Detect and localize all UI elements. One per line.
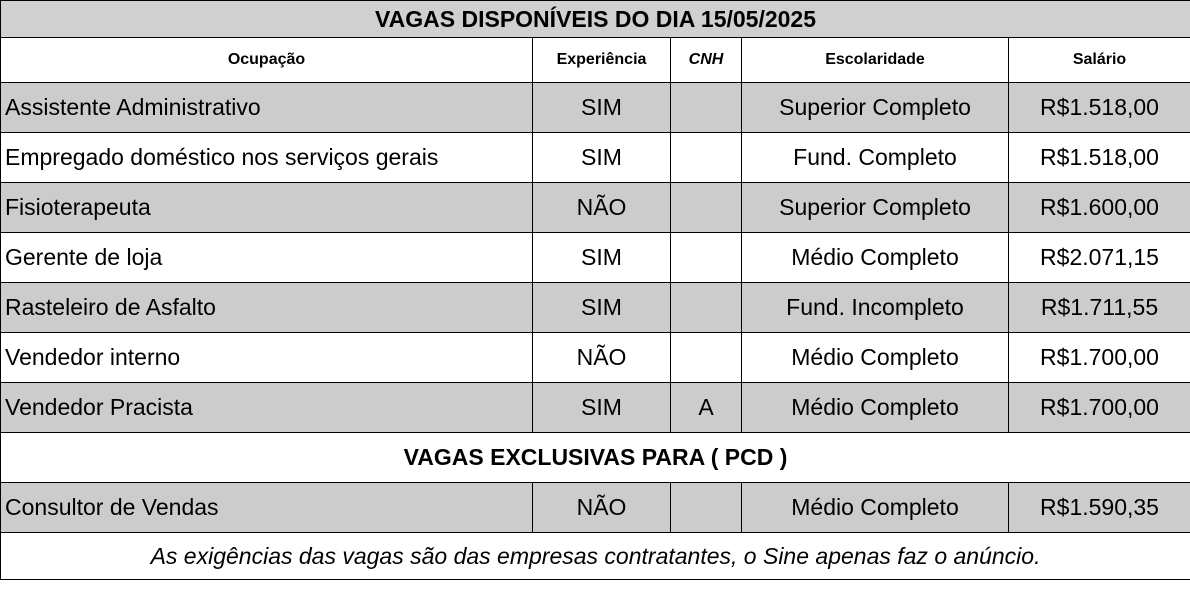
cell-cnh [671, 133, 742, 183]
cell-salario: R$1.518,00 [1009, 83, 1190, 133]
footer-row [1, 533, 1190, 580]
column-header-escolaridade: Escolaridade [742, 38, 1009, 83]
table-row [1, 333, 1190, 383]
cell-ocupacao: Assistente Administrativo [1, 83, 533, 133]
table-row [1, 83, 1190, 133]
column-header-experiencia: Experiência [533, 38, 671, 83]
table-row [1, 283, 1190, 333]
cell-cnh: A [671, 383, 742, 433]
table-row [1, 483, 1190, 533]
pcd-section-title: VAGAS EXCLUSIVAS PARA ( PCD ) [1, 433, 1190, 483]
cell-experiencia: SIM [533, 83, 671, 133]
column-header-ocupacao: Ocupação [1, 38, 533, 83]
cell-experiencia: NÃO [533, 333, 671, 383]
cell-ocupacao: Fisioterapeuta [1, 183, 533, 233]
cell-salario: R$1.711,55 [1009, 283, 1190, 333]
cell-cnh [671, 183, 742, 233]
cell-cnh [671, 283, 742, 333]
cell-cnh [671, 483, 742, 533]
title-row [1, 1, 1190, 38]
header-row [1, 38, 1190, 83]
cell-experiencia: SIM [533, 133, 671, 183]
cell-escolaridade: Fund. Completo [742, 133, 1009, 183]
cell-salario: R$1.518,00 [1009, 133, 1190, 183]
table-title: VAGAS DISPONÍVEIS DO DIA 15/05/2025 [1, 1, 1190, 38]
table-row [1, 383, 1190, 433]
cell-experiencia: SIM [533, 233, 671, 283]
cell-escolaridade: Superior Completo [742, 83, 1009, 133]
cell-ocupacao: Rasteleiro de Asfalto [1, 283, 533, 333]
cell-salario: R$1.590,35 [1009, 483, 1190, 533]
cell-ocupacao: Gerente de loja [1, 233, 533, 283]
cell-ocupacao: Vendedor Pracista [1, 383, 533, 433]
table-row [1, 233, 1190, 283]
table-row [1, 133, 1190, 183]
cell-escolaridade: Fund. Incompleto [742, 283, 1009, 333]
cell-salario: R$1.600,00 [1009, 183, 1190, 233]
cell-ocupacao: Consultor de Vendas [1, 483, 533, 533]
pcd-section-row [1, 433, 1190, 483]
cell-experiencia: NÃO [533, 483, 671, 533]
cell-ocupacao: Vendedor interno [1, 333, 533, 383]
footer-note: As exigências das vagas são das empresas contratantes, o Sine apenas faz o anúncio. [1, 533, 1190, 580]
cell-ocupacao: Empregado doméstico nos serviços gerais [1, 133, 533, 183]
cell-salario: R$1.700,00 [1009, 333, 1190, 383]
cell-cnh [671, 83, 742, 133]
cell-escolaridade: Médio Completo [742, 383, 1009, 433]
column-header-salario: Salário [1009, 38, 1190, 83]
cell-cnh [671, 333, 742, 383]
cell-escolaridade: Médio Completo [742, 333, 1009, 383]
cell-escolaridade: Médio Completo [742, 483, 1009, 533]
cell-escolaridade: Médio Completo [742, 233, 1009, 283]
cell-salario: R$1.700,00 [1009, 383, 1190, 433]
cell-experiencia: NÃO [533, 183, 671, 233]
cell-experiencia: SIM [533, 383, 671, 433]
cell-escolaridade: Superior Completo [742, 183, 1009, 233]
cell-cnh [671, 233, 742, 283]
column-header-cnh: CNH [671, 38, 742, 83]
cell-salario: R$2.071,15 [1009, 233, 1190, 283]
table-row [1, 183, 1190, 233]
cell-experiencia: SIM [533, 283, 671, 333]
